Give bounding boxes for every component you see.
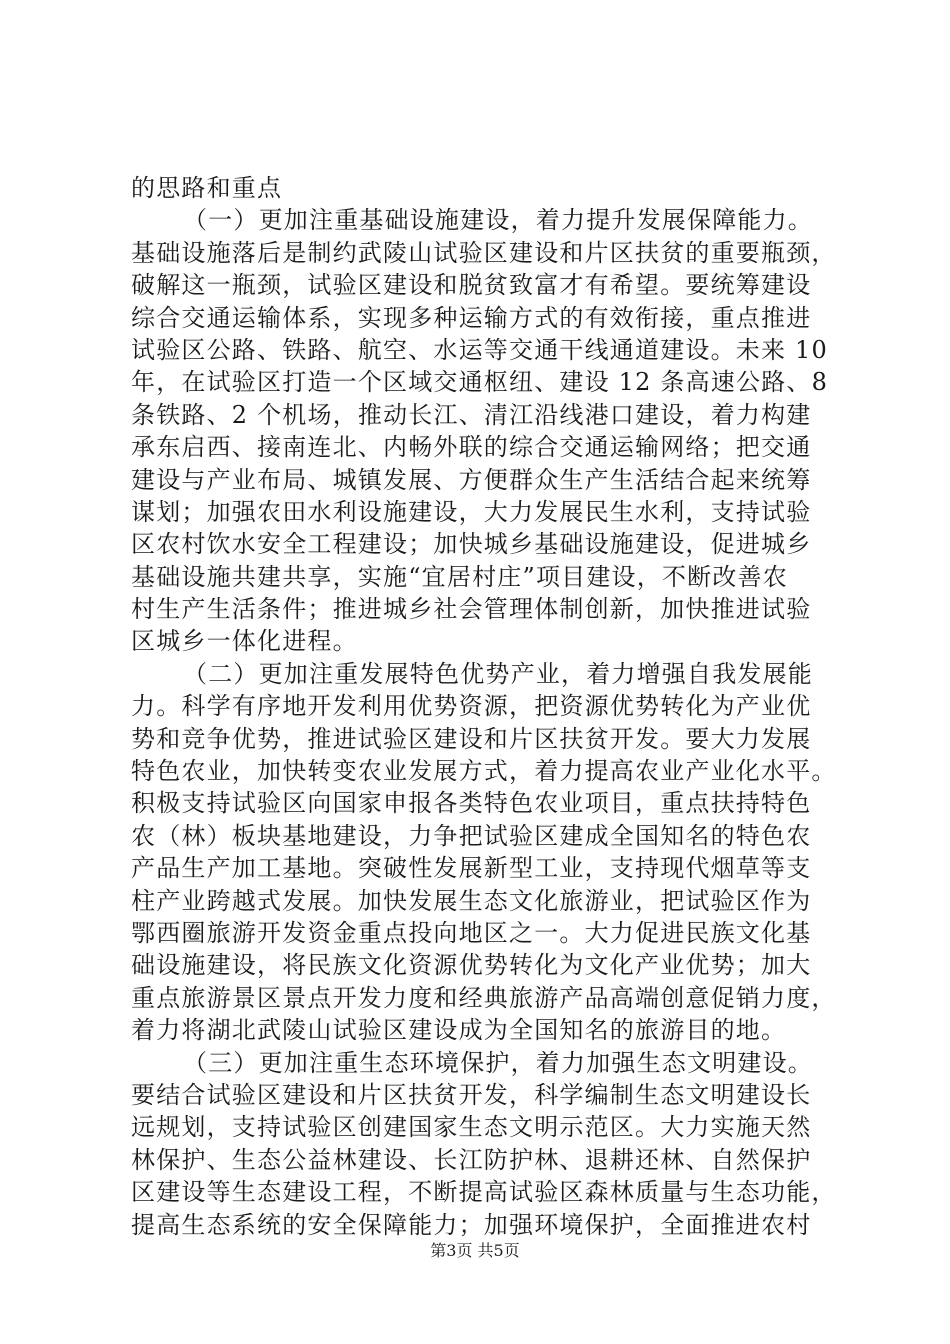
section-heading-1: （一）更加注重基础设施建设，着力提升发展保障能力。 <box>183 206 813 235</box>
body-text-line: 条铁路、2 个机场，推动长江、清江沿线港口建设，着力构建 <box>131 400 812 429</box>
body-text-line: 试验区公路、铁路、航空、水运等交通干线通道建设。未来 10 <box>131 335 828 364</box>
body-text-line: 势和竞争优势，推进试验区建设和片区扶贫开发。要大力发展 <box>131 724 812 753</box>
body-text-line: 产品生产加工基地。突破性发展新型工业，支持现代烟草等支 <box>131 854 812 883</box>
body-text-line: 综合交通运输体系，实现多种运输方式的有效衔接，重点推进 <box>131 303 812 332</box>
body-text-line: 区城乡一体化进程。 <box>131 627 358 656</box>
body-text-line: 重点旅游景区景点开发力度和经典旅游产品高端创意促销力度， <box>131 983 837 1012</box>
body-text-line: 积极支持试验区向国家申报各类特色农业项目，重点扶持特色 <box>131 789 812 818</box>
body-text-line: 村生产生活条件；推进城乡社会管理体制创新，加快推进试验 <box>131 595 812 624</box>
body-text-line: 建设与产业布局、城镇发展、方便群众生产生活结合起来统筹 <box>131 465 812 494</box>
body-text-line: 力。科学有序地开发利用优势资源，把资源优势转化为产业优 <box>131 692 812 721</box>
body-text-line: 破解这一瓶颈，试验区建设和脱贫致富才有希望。要统筹建设 <box>131 271 812 300</box>
body-text-line: 谋划；加强农田水利设施建设，大力发展民生水利，支持试验 <box>131 497 812 526</box>
section-heading-2: （二）更加注重发展特色优势产业，着力增强自我发展能 <box>183 659 813 688</box>
body-text-line: 林保护、生态公益林建设、长江防护林、退耕还林、自然保护 <box>131 1145 812 1174</box>
section-heading-3: （三）更加注重生态环境保护，着力加强生态文明建设。 <box>183 1048 813 1077</box>
body-text-line: 农（林）板块基地建设，力争把试验区建成全国知名的特色农 <box>131 821 812 850</box>
body-text-line: 区建设等生态建设工程，不断提高试验区森林质量与生态功能， <box>131 1178 837 1207</box>
body-text-line: 的思路和重点 <box>131 174 283 202</box>
body-text-line: 要结合试验区建设和片区扶贫开发，科学编制生态文明建设长 <box>131 1080 812 1109</box>
body-text-line: 柱产业跨越式发展。加快发展生态文化旅游业，把试验区作为 <box>131 886 812 915</box>
body-text-line: 特色农业，加快转变农业发展方式，着力提高农业产业化水平。 <box>131 757 837 786</box>
body-text-line: 区农村饮水安全工程建设；加快城乡基础设施建设，促进城乡 <box>131 530 812 559</box>
body-text-line: 础设施建设，将民族文化资源优势转化为文化产业优势；加大 <box>131 951 812 980</box>
body-text-line: 着力将湖北武陵山试验区建设成为全国知名的旅游目的地。 <box>131 1016 787 1045</box>
body-text-line: 远规划，支持试验区创建国家生态文明示范区。大力实施天然 <box>131 1113 812 1142</box>
body-text-line: 提高生态系统的安全保障能力；加强环境保护，全面推进农村 <box>131 1210 812 1239</box>
document-body <box>131 172 837 1241</box>
body-text-line: 基础设施共建共享，实施“宜居村庄”项目建设，不断改善农 <box>131 562 788 591</box>
body-text-line: 鄂西圈旅游开发资金重点投向地区之一。大力促进民族文化基 <box>131 918 812 947</box>
body-text-line: 基础设施落后是制约武陵山试验区建设和片区扶贫的重要瓶颈， <box>131 238 837 267</box>
page-number-footer: 第3页 共5页 <box>430 1241 520 1260</box>
body-text-line: 承东启西、接南连北、内畅外联的综合交通运输网络；把交通 <box>131 433 812 462</box>
body-text-line: 年，在试验区打造一个区域交通枢纽、建设 12 条高速公路、8 <box>131 368 829 397</box>
